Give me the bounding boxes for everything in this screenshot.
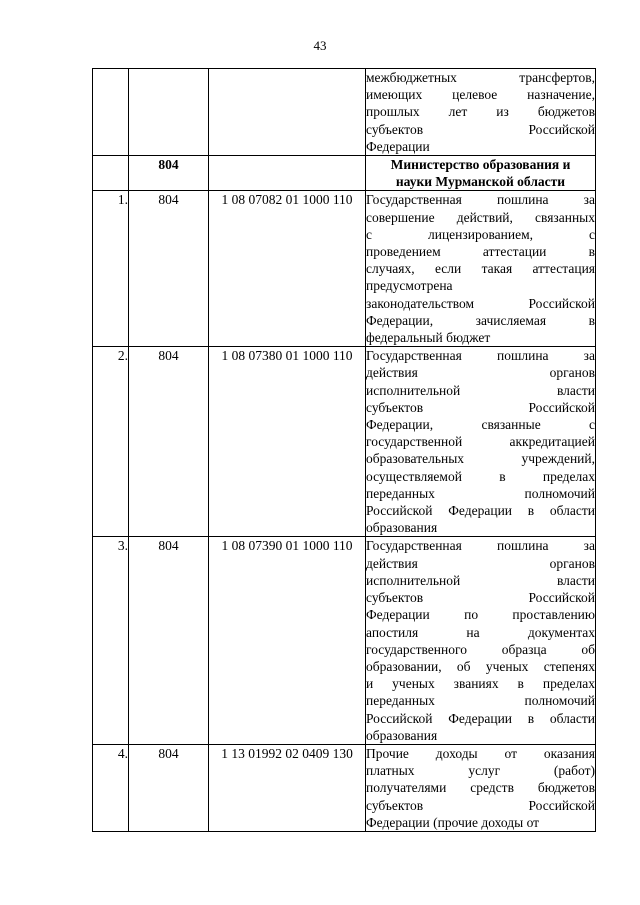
- description-line: Федерации, связанные с: [366, 417, 595, 433]
- admin-code: 804: [129, 191, 209, 347]
- kbk-code: 1 08 07390 01 1000 110: [209, 537, 366, 744]
- description-line: образовании, об ученых степенях: [366, 658, 595, 674]
- description-line: и ученых званиях в пределах: [366, 676, 595, 692]
- description-line: платных услуг (работ): [366, 763, 595, 779]
- table-row: [93, 191, 596, 347]
- description-line: Федерации (прочие доходы от: [366, 814, 540, 830]
- description-line: с лицензированием, с: [366, 226, 595, 242]
- description-line: предусмотрена: [366, 278, 453, 294]
- description-line: субъектов Российской: [366, 797, 595, 813]
- revenue-codes-table: [92, 68, 596, 832]
- description-cell: [366, 744, 596, 831]
- description-line: субъектов Российской: [366, 590, 595, 606]
- page-number: 43: [313, 38, 327, 53]
- description-cell: [366, 347, 596, 537]
- table-row: [93, 347, 596, 537]
- kbk-code-cell: [209, 69, 366, 156]
- section-header-row: [93, 156, 596, 191]
- section-title-line: Министерство образования и: [390, 157, 571, 173]
- description-line: случаях, если такая аттестация: [366, 261, 595, 277]
- description-line: Российской Федерации в области: [366, 710, 595, 726]
- description-line: Федерации, зачисляемая в: [366, 312, 595, 328]
- admin-code: 804: [129, 537, 209, 744]
- table-row: [93, 537, 596, 744]
- admin-code: 804: [129, 744, 209, 831]
- row-number: 1.: [93, 191, 129, 347]
- row-number-cell: [93, 69, 129, 156]
- description-line: Федерации: [366, 138, 430, 154]
- description-line: субъектов Российской: [366, 399, 595, 415]
- description-line: государственной аккредитацией: [366, 434, 595, 450]
- description-cell: [366, 191, 596, 347]
- description-line: действия органов: [366, 365, 595, 381]
- description-line: получателями средств бюджетов: [366, 780, 595, 796]
- description-line: переданных полномочий: [366, 693, 595, 709]
- description-line: переданных полномочий: [366, 485, 595, 501]
- description-line: образования: [366, 520, 438, 536]
- kbk-code: 1 08 07082 01 1000 110: [209, 191, 366, 347]
- table-row-continuation: [93, 69, 596, 156]
- description-line: совершение действий, связанных: [366, 209, 595, 225]
- kbk-code: 1 13 01992 02 0409 130: [209, 744, 366, 831]
- description-line: апостиля на документах: [366, 624, 595, 640]
- section-title: [366, 156, 596, 191]
- table-row: [93, 744, 596, 831]
- row-number: 2.: [93, 347, 129, 537]
- admin-code: 804: [129, 347, 209, 537]
- description-line: Прочие доходы от оказания: [366, 745, 595, 761]
- row-number-cell: [93, 156, 129, 191]
- description-cell: [366, 537, 596, 744]
- description-line: действия органов: [366, 555, 595, 571]
- kbk-code-cell: [209, 156, 366, 191]
- kbk-code: 1 08 07380 01 1000 110: [209, 347, 366, 537]
- section-title-line: науки Мурманской области: [395, 174, 566, 190]
- description-line: Российской Федерации в области: [366, 503, 595, 519]
- description-line: межбюджетных трансфертов,: [366, 70, 595, 85]
- description-line: осуществляемой в пределах: [366, 468, 595, 484]
- description-line: федеральный бюджет: [366, 330, 491, 346]
- description-line: исполнительной власти: [366, 382, 595, 398]
- description-line: прошлых лет из бюджетов: [366, 104, 595, 120]
- admin-code-cell: [129, 69, 209, 156]
- description-line: имеющих целевое назначение,: [366, 87, 595, 103]
- description-line: законодательством Российской: [366, 295, 595, 311]
- description-line: образования: [366, 727, 438, 743]
- description-line: Федерации по проставлению: [366, 607, 595, 623]
- description-line: Государственная пошлина за: [366, 348, 595, 364]
- description-line: Государственная пошлина за: [366, 538, 595, 554]
- description-line: исполнительной власти: [366, 572, 595, 588]
- description-line: Государственная пошлина за: [366, 192, 595, 208]
- description-line: субъектов Российской: [366, 121, 595, 137]
- row-number: 3.: [93, 537, 129, 744]
- description-line: проведением аттестации в: [366, 244, 595, 260]
- description-cell: [366, 69, 596, 156]
- description-line: государственного образца об: [366, 641, 595, 657]
- section-admin-code: 804: [129, 156, 209, 191]
- description-line: образовательных учреждений,: [366, 451, 595, 467]
- row-number: 4.: [93, 744, 129, 831]
